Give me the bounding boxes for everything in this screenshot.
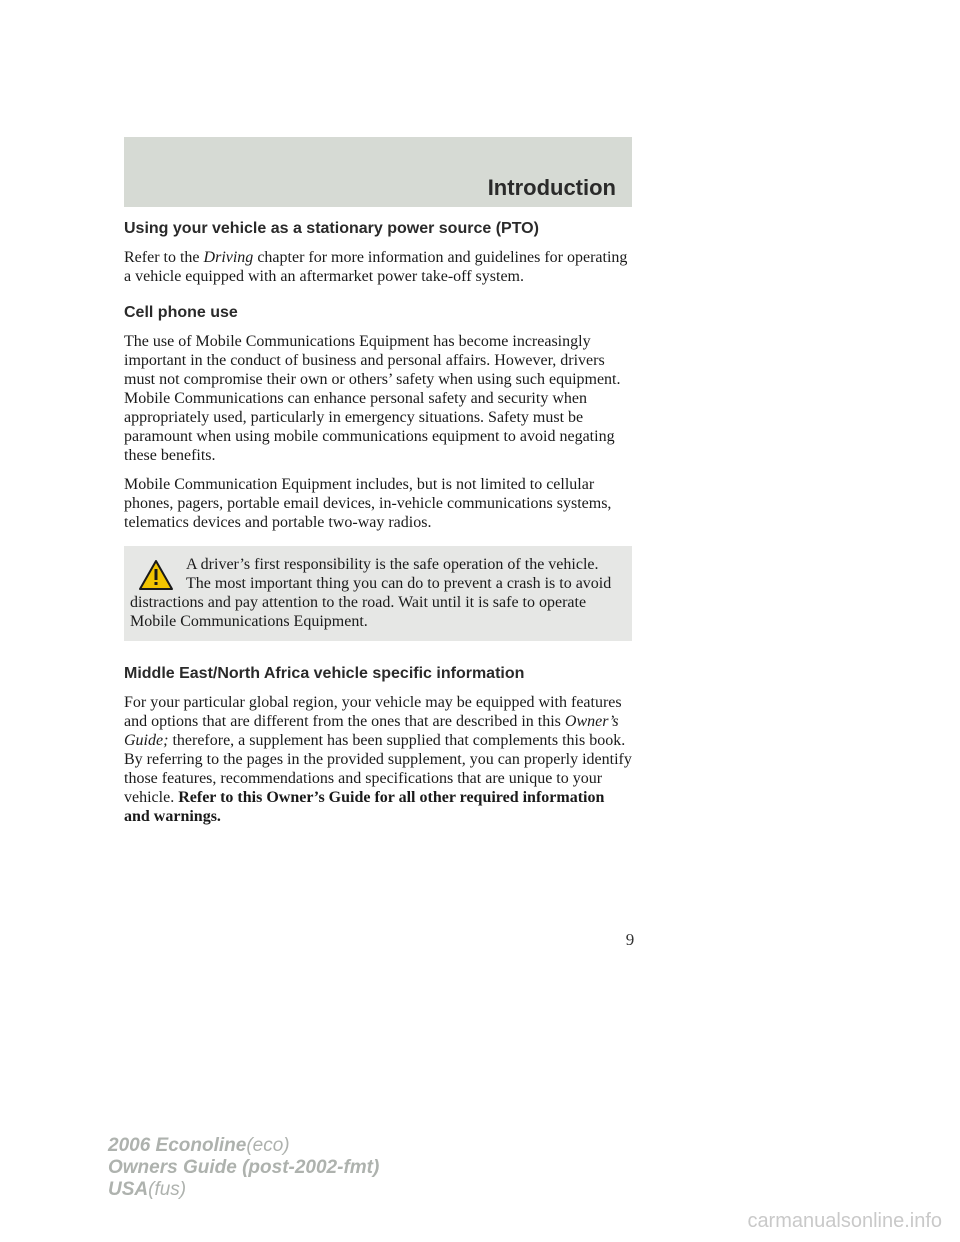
section-pto [124, 220, 632, 286]
pto-text-post: chapter for more information and guidelines for operating a vehicle equipped with an aftermarket power take-off system. [124, 249, 628, 285]
mena-bold-note: Refer to this Owner’s Guide for all other required information and warnings. [124, 789, 605, 825]
paragraph-pto [124, 248, 632, 286]
footer-region: USA [108, 1179, 149, 1200]
document-footer [108, 1135, 379, 1201]
footer-model-code: (eco) [246, 1135, 290, 1156]
mena-text-mid: therefore, a supplement has been supplied that complements this book. By referring to the pages in the provided supplement, you can properly identify those features, recommendations and specifications that are unique to your vehicle. [124, 732, 632, 806]
watermark: carmanualsonline.info [747, 1210, 942, 1232]
footer-line-1 [108, 1135, 379, 1157]
paragraph-cell-1: The use of Mobile Communications Equipment has become increasingly important in the conduct of business and personal affairs. However, drivers must not compromise their own or others’ safety when using such equipment. Mobile Communications can enhance personal safety and security when appropriately used, particularly in emergency situations. Safety must be paramount when using mobile communications equipment to avoid negating these benefits. [124, 333, 621, 464]
pto-text-pre: Refer to the [124, 249, 204, 266]
paragraph-cell-2: Mobile Communication Equipment includes, but is not limited to cellular phones, pagers, portable email devices, in-vehicle communications systems, telematics devices and portable two-way radios. [124, 476, 612, 531]
page-content [124, 220, 632, 844]
footer-model: 2006 Econoline [108, 1135, 247, 1156]
footer-line-3 [108, 1179, 379, 1201]
warning-text: A driver’s first responsibility is the safe operation of the vehicle. The most important thing you can do to prevent a crash is to avoid distractions and pay attention to the road. Wait until it is safe to operate Mobile Communications Equipment. [130, 556, 612, 630]
section-title: Introduction [487, 175, 616, 200]
section-header-band [124, 137, 632, 207]
driving-chapter-reference: Driving [203, 249, 254, 266]
section-cell-phone [124, 304, 632, 641]
footer-line-2: Owners Guide (post-2002-fmt) [108, 1157, 380, 1178]
heading-pto: Using your vehicle as a stationary power source (PTO) [124, 220, 539, 237]
heading-cell-phone: Cell phone use [124, 304, 238, 321]
owners-guide-reference: Owner’s Guide; [124, 713, 619, 749]
warning-box [124, 546, 632, 641]
footer-region-code: (fus) [148, 1179, 187, 1200]
page-number: 9 [625, 930, 635, 949]
mena-text-pre: For your particular global region, your vehicle may be equipped with features and options that are different from the ones that are described in this [124, 694, 622, 730]
heading-middle-east: Middle East/North Africa vehicle specific information [124, 665, 525, 682]
section-middle-east [124, 665, 632, 826]
warning-triangle-icon [138, 559, 174, 591]
paragraph-middle-east [124, 693, 632, 826]
